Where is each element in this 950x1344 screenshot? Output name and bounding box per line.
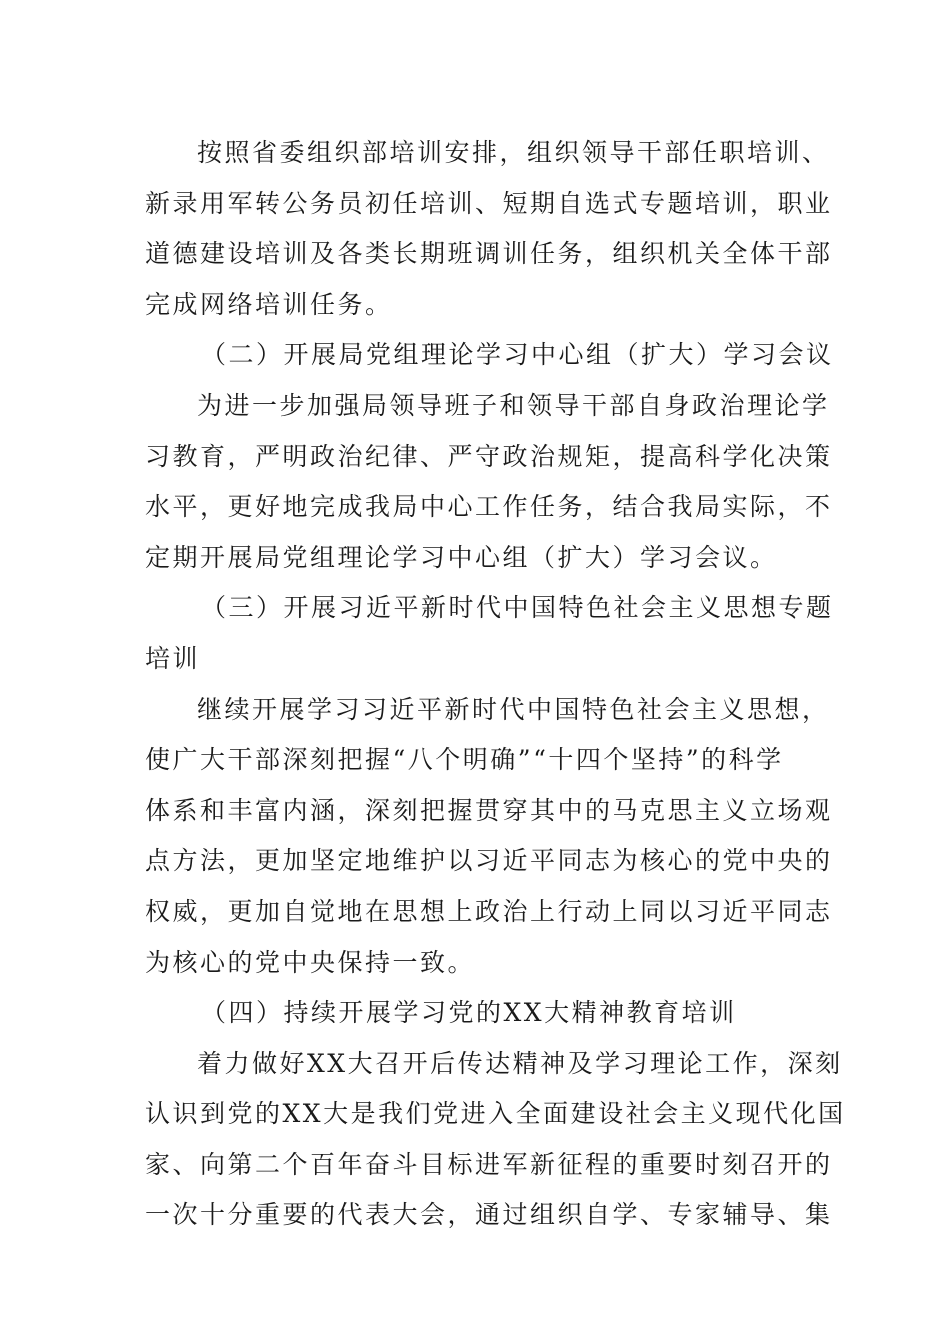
paragraph-study-meeting xyxy=(145,381,833,583)
text-line: 习教育，严明政治纪律、严守政治规矩，提高科学化决策 xyxy=(145,441,833,471)
section-heading-3 xyxy=(145,583,834,684)
text-line: 继续开展学习习近平新时代中国特色社会主义思想， xyxy=(197,694,830,724)
paragraph-congress-study xyxy=(145,1039,846,1241)
text-line: 着力做好XX大召开后传达精神及学习理论工作，深刻 xyxy=(197,1048,843,1078)
text-line: 体系和丰富内涵，深刻把握贯穿其中的马克思主义立场观 xyxy=(145,795,833,825)
document-body xyxy=(145,128,846,1241)
text-line: 定期开展局党组理论学习中心组（扩大）学习会议。 xyxy=(145,542,778,572)
section-heading: （二）开展局党组理论学习中心组（扩大）学习会议 xyxy=(201,340,834,370)
text-line: 道德建设培训及各类长期班调训任务，组织机关全体干部 xyxy=(145,239,833,269)
text-line: 家、向第二个百年奋斗目标进军新征程的重要时刻召开的 xyxy=(145,1149,833,1179)
text-line: 权威，更加自觉地在思想上政治上行动上同以习近平同志 xyxy=(145,896,833,926)
section-heading: （三）开展习近平新时代中国特色社会主义思想专题 xyxy=(201,593,834,623)
paragraph-thought-training xyxy=(145,685,833,989)
section-heading-continued: 培训 xyxy=(145,643,201,673)
text-line: 认识到党的XX大是我们党进入全面建设社会主义现代化国 xyxy=(145,1099,846,1129)
text-line: 点方法，更加坚定地维护以习近平同志为核心的党中央的 xyxy=(145,846,833,876)
text-line: 一次十分重要的代表大会，通过组织自学、专家辅导、集 xyxy=(145,1200,833,1230)
section-heading: （四）持续开展学习党的XX大精神教育培训 xyxy=(201,998,737,1028)
text-line: 水平，更好地完成我局中心工作任务，结合我局实际，不 xyxy=(145,492,833,522)
text-line: 使广大干部深刻把握“八个明确”“十四个坚持”的科学 xyxy=(145,745,784,775)
section-heading-2 xyxy=(145,330,834,381)
text-line: 按照省委组织部培训安排，组织领导干部任职培训、 xyxy=(197,138,830,167)
section-heading-4 xyxy=(145,988,785,1039)
text-line: 新录用军转公务员初任培训、短期自选式专题培训，职业 xyxy=(145,188,833,218)
text-line: 为进一步加强局领导班子和领导干部自身政治理论学 xyxy=(197,390,830,420)
text-line: 为核心的党中央保持一致。 xyxy=(145,947,476,977)
text-line: 完成网络培训任务。 xyxy=(145,289,393,319)
paragraph-training-arrangement xyxy=(145,128,833,330)
